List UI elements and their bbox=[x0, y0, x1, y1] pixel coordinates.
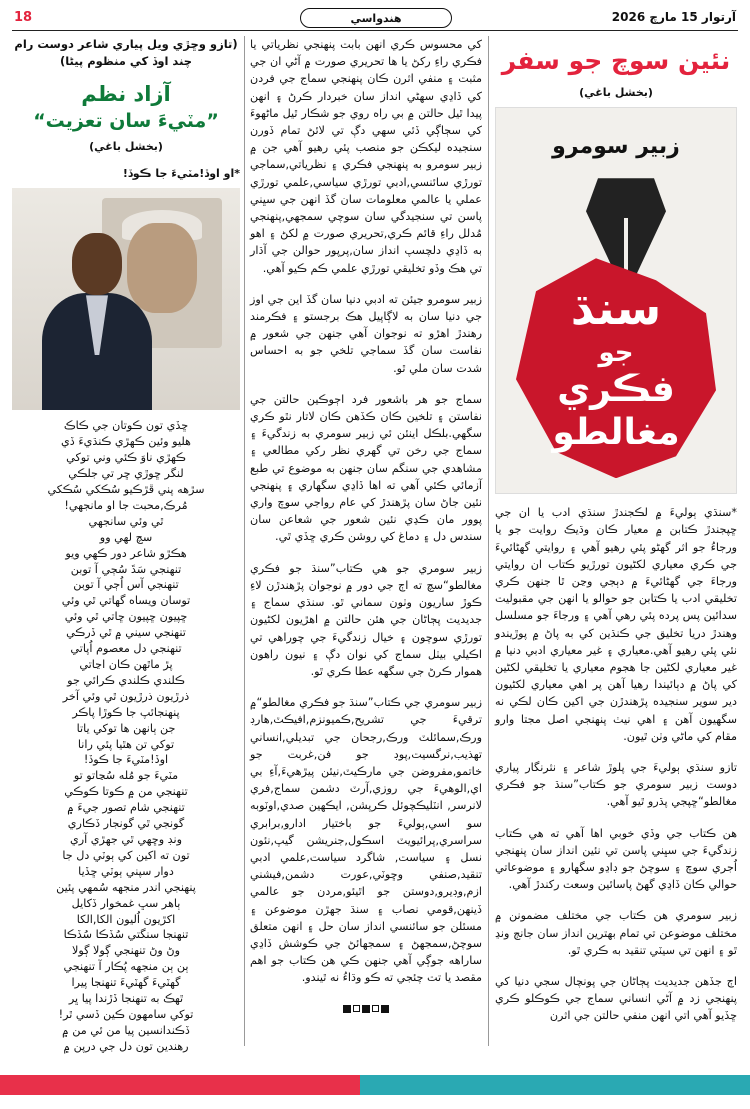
footer-bar-teal bbox=[360, 1075, 750, 1095]
poem-line: تنهنجي من ۾ ڪوتا ڪوڪي bbox=[64, 785, 188, 799]
issue-date: آرتوار 15 مارچ 2026 bbox=[611, 10, 736, 24]
poem-line: تنهنجي سيني ۾ ٿي ڏرڪي bbox=[66, 626, 186, 640]
poem-line: ڪهڙي ناوَ ڪئي وني توکي bbox=[66, 451, 186, 465]
column-divider bbox=[488, 36, 489, 1046]
page-header bbox=[0, 0, 750, 34]
poem-line: تون ته اکين کي ٻوٽي دل جا bbox=[62, 848, 190, 862]
poem-line: پنهنجائپ جا ڪوڙا پاڪر bbox=[72, 705, 180, 719]
poem-line: ڏڪندانسين پيا من ئي من ۾ bbox=[62, 1023, 190, 1037]
column-divider bbox=[244, 36, 245, 1046]
article-byline: (بخشل باغي) bbox=[579, 86, 653, 99]
poem-line: پنهنجي اندر منجهه سُمهي پئين bbox=[56, 880, 196, 894]
poem-line: جن ٻانهن ها توکي ياتا bbox=[76, 721, 176, 735]
book-cover-title-3: فڪري bbox=[557, 369, 675, 411]
book-cover-title-1: سنڌ bbox=[570, 281, 662, 336]
poem-line: تنهنجي شام تصور جيءَ ۾ bbox=[67, 801, 185, 815]
page-number: 18 bbox=[14, 10, 33, 25]
poem-line: گونجي ٿي گونجار ڏڪاري bbox=[67, 817, 185, 831]
poem-byline: (بخشل باغي) bbox=[89, 140, 163, 153]
poem-line: ڇپيون ڇپيون ڇاتي ٿي وئي bbox=[64, 610, 188, 624]
poem-line: توکي تن هٿيا پئي رانا bbox=[77, 737, 175, 751]
end-ornament bbox=[250, 1001, 482, 1018]
article-paragraph: *سنڌي ٻوليءَ ۾ لڪجندڙ سنڌي ادب يا ان جي ڇپجندڙ ڪتابن ۾ معيار ڪان وڌيڪ روايت جو يا ورجاءُ جو اثر گهڻو پئي رهيو آهي ۽ روايتي گهڻائيءَ جي ڪري معياري لکڻيون تورڙيو ڪتاب ان روايتي ورجاءَ جي گهڻائيءَ ۾ دٻجي وڃن ٿا جنهن ڪري تخليقي ادب يا ڪتابن جو حوالو يا انهن جي مقبوليت سدائين پس پرده پئي رهي آهي ۽ ورجاءَ جو مسلسل وهندڙ دريا تخليق جي ڪنڌين کي به پاڻ ۾ پوڙيندو نئي پئي رهيو آهي.معياري ۽ غير معياري ادبي دنيا ۾ غير معياري لکڻين جا هجوم معياري يا تخليقي لکڻين کي پاڻ ۾ دٻائيندا رهيا آهن پر اهي معياري لکڻيون دير سوير سنجيده پڙهندڙن جي اکين ڪان لڪي نه سگهيون آهن ۽ اهي نيٺ پنهنجي اصل مجتا وارو مقام کي ماڻي وٺن ٿيون. bbox=[495, 506, 737, 743]
end-ornament-icon bbox=[343, 1005, 389, 1013]
footer-bar bbox=[0, 1075, 750, 1095]
poem-line: هليو وئين ڪهڙي ڪنڌيءَ ڏي bbox=[61, 435, 191, 449]
article-paragraph: زبير سومري هن ڪتاب جي مختلف مضمونن ۾ مختلف موضوعن تي تمام بهترين انداز سان جانڄ ونڍ ٿو ۽ انهن تي سيٽي تنقيد به ڪري ٿو. bbox=[495, 909, 737, 957]
poem-line: ٿهڪ به تنهنجا ڏڙندا پيا ڀر bbox=[68, 992, 184, 1006]
poem-line: ٻاهر سڀ غمخوار ڏکايل bbox=[71, 896, 181, 910]
poem-line: گهٽيءَ گهٽيءَ تنهنجا پيرا bbox=[71, 976, 181, 990]
poet-photo bbox=[12, 188, 240, 410]
article-middle-column bbox=[250, 36, 482, 1018]
poem-column bbox=[12, 36, 240, 1055]
poem-line: لنگر ڇوڙي ڇر تي جلڪي bbox=[68, 467, 184, 481]
poet-figure bbox=[42, 233, 152, 410]
poem-line: ڇڏي تون ڪوتان جي ڪاڪ bbox=[63, 419, 189, 433]
book-cover-title-4: مغالطو bbox=[552, 412, 680, 454]
poem-line: ڪلندي ڪلندي ڪرائي جو bbox=[67, 673, 185, 687]
article-right-column bbox=[495, 36, 737, 1039]
poem-subtitle: ”مٽيءَ سان تعزيت“ bbox=[33, 110, 219, 132]
poem-line: مٽيءَ جو مُله سُڃاتو تو bbox=[73, 769, 179, 783]
poem-line: ذرڙيون ذرڙيون ٿي وئي آخر bbox=[62, 689, 190, 703]
article-paragraph: اڄ جڏهن جديديت پڄاڻان جي پونچال سجي دنيا کي پنهنجي زد ۾ آڻي انساني سماج جي ڪوڪلو ڪري ڇڏيو آهي اتي انهن منفي حالتن جي اثرن bbox=[495, 975, 737, 1023]
poem-dedication: *او اوڏ!مٽيءَ جا ڪوڏ! bbox=[122, 167, 240, 181]
poem-line: تنهنجا سنگتي سُڏڪا سُڏڪا bbox=[63, 928, 189, 942]
poem-line: تنهنجي دل معصوم اُپاتي bbox=[70, 642, 182, 656]
poem-line: سڙهه پني ڦڙڪيو سُڪکي سُڪکي bbox=[47, 483, 205, 497]
book-cover-image bbox=[495, 107, 737, 494]
footer-bar-red bbox=[0, 1075, 360, 1095]
book-cover-title-2: جو bbox=[598, 338, 634, 369]
masthead-logo: هندواسي bbox=[300, 8, 452, 28]
article-paragraph: زبير سومري جو هي ڪتاب”سنڌ جو فڪري مغالطو“سچ ته اڄ جي دور ۾ نوجوان پڙهندڙن لاءِ ڪوڙ ساريون وٺون سماني ٿو. سنڌي سماج ۽ جديديت پڄاڻان جي هئن حالتن ۾ اهڙيون لکڻيون تورڙي سوچون ۽ خيال زندگيءَ جي چوراهي تي اڪيلي بيٺل سماج کي نوان دڳ ۽ نيون راهون هموار ڪرڻ جي سگهه عطا ڪري ٿو. bbox=[250, 561, 482, 678]
poem-line: سچ لهي وو bbox=[99, 530, 153, 544]
article-paragraph: تازو سنڌي ٻوليءَ جي پلوڙ شاعر ۽ نثرنگار پياري دوست زبير سومري جو ڪتاب”سنڌ جو فڪري مغالطو“ڇپجي پڌرو ٿيو آهي. bbox=[495, 761, 737, 809]
poem-line: هڪڙو شاعر دور ڪهي ويو bbox=[65, 546, 187, 560]
article-paragraph: زبير سومري جي ڪتاب”سنڌ جو فڪري مغالطو“۾ ترقيءَ جي تشريح,ڪميونزم,افيڪٽ,هارڊ ورڪ,سمائلٽ ورڪ,رجحان جي تبديلي,انساني تهذيب,نرگسيت,پوڊ جو فن,غربت جو خاتمو,مفروضن جي مارڪيٽ,نيئن پيڙهيءَ,آءِ بي اي,الوهيءَ جي روزي,آرٽ دشمن سماج,فري لانرسر, انٽليڪچوئل ڪرپشن, ايڪهين صدي,اوٽوبه سو اسي,ٻوليءَ جو باختيار ادارو,برابري سراسري,پرائيويٽ اسڪول,جنريشن گيپ,نئون نسل ۽ سياست, شاگرد سياست,علمي ادبي تنقيد,صنفي وڇوٽي,عورت دشمن,فيشني ازم,وڊيرو,دوستن جو اٿيئو,مردن جو عالمي ڏينهن,قومي نصاب ۽ سنڌ جهڙن موضوعن ۽ مسئلن جو سائنسي انداز سان حل ۽ انهن متعلق سوچڻ,سمجهڻ ۽ سمجهائڻ جي ڪوشش ڏاڍي ساراهه جوڳي آهي جنهن ڪي هن ڪتاب جو اهم مقصد يا تت چئجي ته ڪو وڌاءُ نه ٿيندو. bbox=[250, 696, 482, 985]
poem-line: ٻن ٻن منجهه پُڪار آ تنهنجي bbox=[63, 960, 189, 974]
book-cover-author: زبير سومرو bbox=[552, 134, 680, 160]
poem-line: ٿي وئي سانجهي bbox=[88, 514, 164, 528]
poem-intro: (تازو وڇڙي ويل پياري شاعر دوست رام چند اوڏ کي منظوم پيڻا) bbox=[14, 37, 238, 68]
poem-line: اکڙيون اُليون الکا,الکا bbox=[76, 912, 176, 926]
poem-line: تنهنجي آس اُڄي آ توبن bbox=[73, 578, 179, 592]
article-paragraph: هن ڪتاب جي وڏي خوبي اها آهي ته هي ڪتاب زندگيءَ جي سڀني پاسن تي نئين انداز سان پنهنجي اُجري سوچ ۽ سوچڻ جو ڊاڍو سگهارو ۽ موضوعاتي حوالي ڪان ڏاڍي گهڻ پاسائين وسعت رکندڙ آهي. bbox=[495, 826, 737, 892]
poem-line: مُرڪ,محبت جا او مانجهي! bbox=[64, 498, 188, 512]
article-title: نئين سوچ جو سفر bbox=[501, 46, 731, 75]
poem-body bbox=[12, 418, 240, 1054]
poem-line: اوڏ!مٽيءَ جا ڪوڏ! bbox=[83, 753, 169, 767]
poem-line: تنهنجي سَڌَ سُڄي آ توبن bbox=[70, 562, 182, 576]
poem-line: توسان ويساه گهاتي ٿي وئي bbox=[61, 594, 191, 608]
poem-line: توکي سامهون ڪين ڏسي ٿر! bbox=[58, 1007, 194, 1021]
poem-line: ونڊ وڇهي ٿي جهڙي آري bbox=[69, 832, 183, 846]
header-rule bbox=[12, 30, 738, 31]
poem-line: دوار سپني ٻوٽي ڇڏيا bbox=[78, 864, 174, 878]
article-paragraph: کي محسوس ڪري انهن بابت پنهنجي نظرياتي يا فڪري راءِ رکڻ يا ها تحريري صورت ۾ آڻي ان جي مثبت ۽ منفي اثرن ڪان پنهنجي سماج جي فردن کي ڏاڍي سهڻي انداز سان خبردار ڪرڻ ۽ انهن پيدا ٿيل حالتن ۾ بي راه روي جو شڪار ٿيل ماڻهوءَ کي سڄاڳي ڏئي سهي دڳ تي لائڻ تمام ڏورن سنجيده ليکڪن جو منصب پئي رهيو آهي جن ۾ زبير سومرو به پنهنجي فڪري ۽ نظرياتي,سماجي تورڙي سائنسي,ادبي تورڙي سياسي,علمي تورڙي عملي يا عالمي معلومات سان گڏ انهن جي سڀني پاسن تي سنجيدگي سان سوچي سمجهي,پنهنجي مُدلل راءِ قائم ڪري,تحريري صورت ۾ لکڻ ۽ اهو به ڏاڍي دلچسپ انداز سان,پرپور حوالن جي آڌار تي هڪ وڏو تخليقي تورڙي علمي ڪم ڪيو آهي. bbox=[250, 38, 482, 275]
poem-line: پڙ ماٿهن ڪان اڃاتي bbox=[79, 658, 173, 671]
poem-line: وڻ وڻ تنهنجي ڳولا ڳولا bbox=[71, 944, 180, 958]
article-paragraph: زبير سومرو جيئن ته ادبي دنيا سان گڏ اين جي اوز جي دنيا سان به لاڳاپيل هڪ برجستو ۽ فڪرمند رهندڙ اهڙو ته نوجوان آهي جنهن جي شعور ۾ نفاست سان گڏ سماجي تلخي جو به احساس شدت سان ملي ٿو. bbox=[250, 292, 482, 375]
poem-title: آزاد نظم bbox=[81, 82, 171, 106]
article-paragraph: سماج جو هر باشعور فرد اڄوڪين حالتن جي نفاستن ۽ تلخين ڪان ڪڏهن ڪان لاتار نٿو ڪري سگهي.بلڪل اينئن ئي زبير سومري به زندگيءَ ۽ سماج جي رخن تي گهري نظر رکي مطالعي ۽ مشاهدي جي سنگم سان جنهن به موضوع تي طبع آزمائي ڪئي آهي ته اها ڏاڍي سگهاري ۽ پنهنجي نئين جاڻ سان پڙهندڙ کي عام رواجي سوچ واري پوور مان ڪڍي نئين شعور جي شعاعن سان سندس دل ۽ دماغ کي روشن ڪري ڇڏي ٿي. bbox=[250, 392, 482, 544]
poem-line: رهندين تون دل جي درپن ۾ bbox=[63, 1039, 189, 1053]
